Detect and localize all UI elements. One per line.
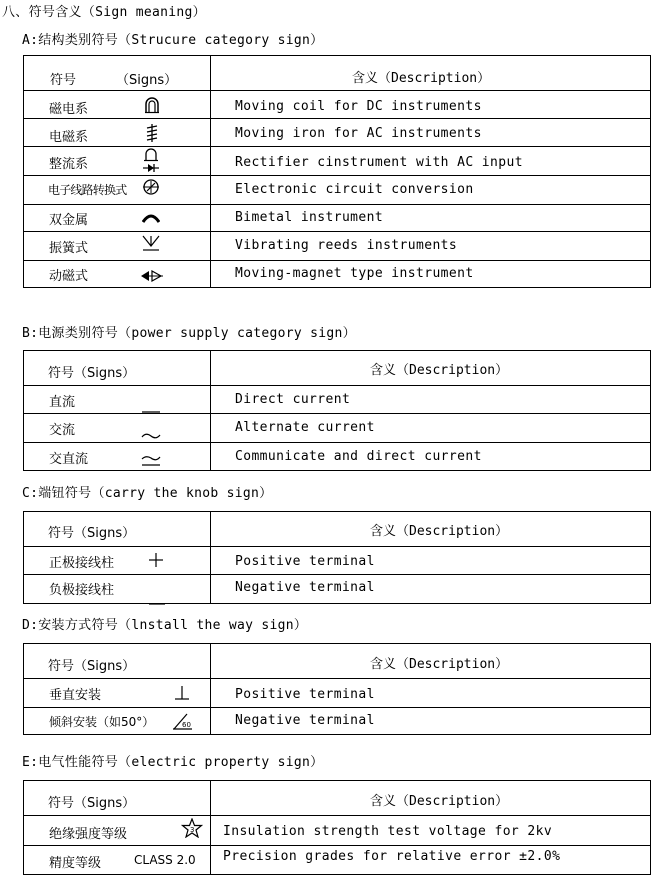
sign-label: 整流系 (49, 157, 89, 172)
description: Negative terminal (235, 713, 375, 728)
header-sign-en: （Signs） (116, 73, 178, 88)
tilt-angle-label: 60 (182, 721, 191, 729)
sign-label: 双金属 (49, 213, 89, 228)
section-d-heading: D:安装方式符号（lnstall the way sign） (22, 618, 308, 633)
sign-label: 直流 (49, 395, 76, 410)
sign-label: 倾斜安装（如50°） (49, 715, 155, 729)
terminal-table (23, 511, 651, 604)
electric-property-table (23, 780, 651, 875)
description: Direct current (235, 392, 351, 407)
header-sign: 符号（Signs） (48, 366, 136, 381)
section-e-heading: E:电气性能符号（electric property sign） (22, 755, 324, 770)
vertical-mount-icon (174, 685, 190, 705)
header-description: 含义（Description） (370, 363, 509, 378)
sign-label: 正极接线柱 (49, 556, 115, 571)
section-c-heading: C:端钮符号（carry the knob sign） (22, 486, 273, 501)
power-supply-table (23, 350, 651, 471)
sign-label: 动磁式 (49, 269, 89, 284)
description: Bimetal instrument (235, 210, 384, 225)
description: Positive terminal (235, 687, 375, 702)
sign-label: 交直流 (49, 452, 89, 467)
install-way-table (23, 643, 651, 735)
description: Negative terminal (235, 580, 375, 595)
ac-dc-symbol-icon (141, 452, 161, 471)
sign-label: 精度等级 (49, 856, 102, 871)
plus-icon (148, 552, 164, 572)
moving-magnet-icon (140, 267, 164, 286)
sign-label: 电磁系 (49, 130, 89, 145)
header-sign: 符号（Signs） (48, 796, 136, 811)
tilt-mount-icon (172, 711, 194, 735)
structure-category-table (23, 55, 651, 288)
electronic-conversion-icon (142, 178, 160, 200)
description: Moving iron for AC instruments (235, 126, 482, 141)
sign-label: 电子线路转换式 (48, 183, 127, 197)
horseshoe-magnet-icon (144, 96, 160, 118)
header-description: 含义（Description） (352, 71, 491, 86)
header-sign-cn: 符号 (50, 73, 77, 88)
description: Electronic circuit conversion (235, 182, 474, 197)
minus-icon (148, 591, 166, 610)
section-b-heading: B:电源类别符号（power supply category sign） (22, 326, 356, 341)
header-description: 含义（Description） (370, 794, 509, 809)
vibrating-reed-icon (141, 234, 161, 256)
description: Rectifier cinstrument with AC input (235, 155, 523, 170)
dc-symbol-icon (141, 399, 161, 418)
sign-label: 负极接线柱 (49, 583, 115, 598)
description: Moving-magnet type instrument (235, 266, 474, 281)
section-a-heading: A:结构类别符号（Strucure category sign） (22, 33, 324, 48)
sign-label: 绝缘强度等级 (49, 827, 128, 842)
description: Communicate and direct current (235, 449, 482, 464)
header-sign: 符号（Signs） (48, 526, 136, 541)
insulation-level-label: 3 (190, 826, 195, 834)
description: Vibrating reeds instruments (235, 238, 458, 253)
header-sign: 符号（Signs） (48, 659, 136, 674)
rectifier-icon (142, 148, 160, 178)
description: Alternate current (235, 420, 375, 435)
sign-label: 垂直安装 (49, 688, 102, 703)
header-description: 含义（Description） (370, 657, 509, 672)
header-description: 含义（Description） (370, 524, 509, 539)
page-title: 八、符号含义（Sign meaning） (2, 5, 206, 20)
sign-label: 磁电系 (49, 102, 89, 117)
class-label: CLASS 2.0 (134, 853, 196, 867)
sign-label: 交流 (49, 423, 76, 438)
moving-iron-icon (145, 123, 159, 147)
star-insulation-icon (181, 818, 203, 842)
sign-label: 振簧式 (49, 241, 89, 256)
description: Insulation strength test voltage for 2kv (223, 824, 553, 839)
ac-symbol-icon (141, 425, 161, 444)
description: Positive terminal (235, 554, 375, 569)
description: Precision grades for relative error ±2.0% (223, 849, 561, 864)
description: Moving coil for DC instruments (235, 99, 482, 114)
bimetal-icon (142, 209, 160, 228)
